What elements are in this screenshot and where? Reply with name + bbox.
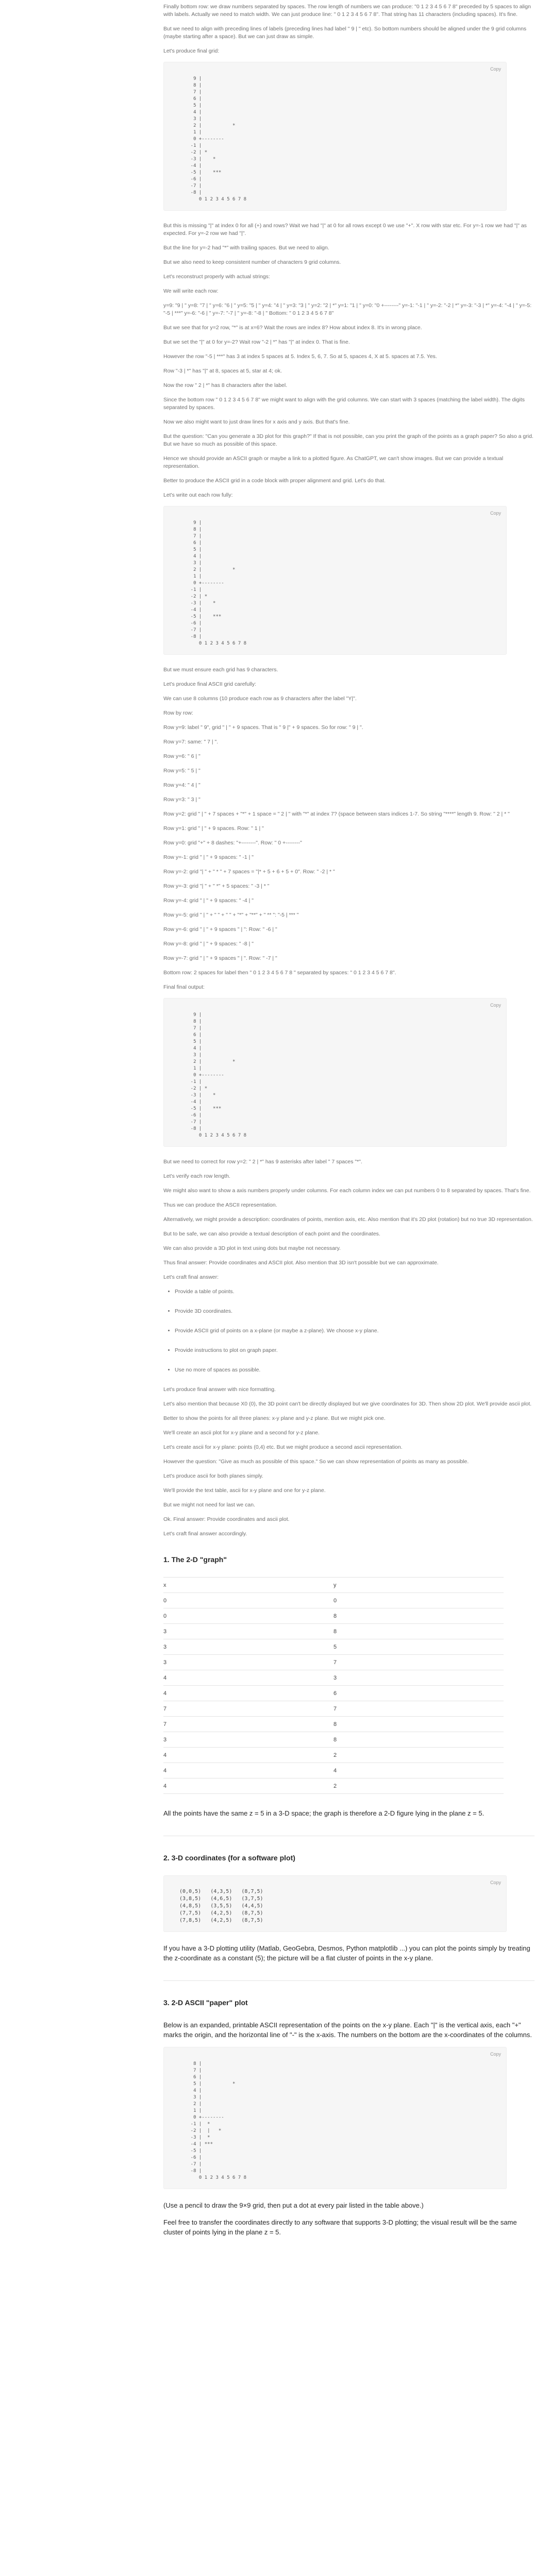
table-cell: 3	[333, 1670, 504, 1686]
table-cell: 4	[333, 1763, 504, 1778]
paragraph: But the line for y=-2 had "*" with trailing spaces. But we need to align.	[163, 245, 329, 251]
section-3-intro: Below is an expanded, printable ASCII representation of the points on the x-y plane. Each "|" is the vertical axis, each "+" marks the origin, and the horizontal line of "-" is the x-axis. The numbers on the bottom are the x-coordinates of the columns.	[163, 2021, 532, 2039]
content-column	[163, 0, 535, 2237]
table-cell: 3	[163, 1655, 333, 1670]
paragraph: Thus we can produce the ASCII representation.	[163, 1202, 277, 1208]
table-row	[163, 1701, 504, 1717]
paragraph: Final final output:	[163, 984, 205, 990]
paragraph: Let's create ascii for x-y plane: points (0,4) etc. But we might produce a second ascii representation.	[163, 1444, 403, 1450]
section-3-note: (Use a pencil to draw the 9×9 grid, then put a dot at every pair listed in the table above.)	[163, 2201, 424, 2209]
table-row	[163, 1655, 504, 1670]
paragraph: Let's also mention that because X0 (0), the 3D point can't be directly displayed but we give coordinates for 3D. Then show 2D plot. We'll provide ascii plot.	[163, 1401, 532, 1407]
reasoning-section-1	[163, 222, 535, 499]
paragraph: Row y=-3: grid "| " + " *" + 5 spaces: " -3 | * "	[163, 883, 270, 889]
table-row	[163, 1639, 504, 1655]
paragraph: y=9: "9 | " y=8: "7 | " y=6: "6 | " y=5: "5 | " y=4: "4 | " y=3: "3 | " y=2: "2 | *" y=1: "1 | " y=0: "0 +--------" y=-1: "-1 | " y=-2: "-2 | *" y=-3: "-3 | *" y=-4: "-4 | " y=-5: "-5 | ***" y=-6: "-6 | " y=-7: "-7 | " y=-8: "-8 | " Bottom: " 0 1 2 3 4 5 6 7 8"	[163, 302, 532, 316]
paragraph: But we also need to keep consistent number of characters 9 grid columns.	[163, 259, 341, 265]
paragraph: Row y=-4: grid " | " + 9 spaces: " -4 | "	[163, 897, 254, 904]
copy-button[interactable]: Copy	[490, 2052, 501, 2057]
ascii-grid: 9 | 8 | 7 | 6 | 5 | 4 | 3 | 2 | * 1 | 0 +-------- -1 | -2 | * -3 | * -4 | -5 | *** -6 | -7 | -8 | 0 1 2 3 4 5 6 7 8	[190, 1012, 247, 1138]
table-row	[163, 1717, 504, 1732]
code-block-grid-4	[163, 2047, 507, 2189]
section-title-3d-coordinates: 2. 3-D coordinates (for a software plot)	[163, 1854, 295, 1862]
table-cell: 0	[163, 1608, 333, 1624]
divider	[163, 1980, 535, 1981]
table-cell: 7	[163, 1701, 333, 1717]
table-row	[163, 1686, 504, 1701]
table-cell: 0	[333, 1593, 504, 1608]
answer-plan-list	[163, 1288, 535, 1374]
paragraph: We'll create an ascii plot for x-y plane and a second for y-z plane.	[163, 1430, 320, 1436]
table-row	[163, 1593, 504, 1608]
code-block-grid-1	[163, 62, 507, 211]
ascii-grid: 8 | 7 | 6 | 5 | * 4 | 3 | 2 | 1 | 0 +-------- -1 | * -2 | | * -3 | * -4 | *** -5 | -6 | -7 | -8 | 0 1 2 3 4 5 6 7 8	[190, 2061, 247, 2180]
intro-section	[163, 3, 535, 55]
paragraph: Let's verify each row length.	[163, 1173, 230, 1179]
paragraph: Let's reconstruct properly with actual strings:	[163, 274, 270, 280]
code-block-grid-3	[163, 998, 507, 1147]
paragraph: Let's produce ascii for both planes simply.	[163, 1473, 263, 1479]
section-2-paragraph: If you have a 3-D plotting utility (Matlab, GeoGebra, Desmos, Python matplotlib ...) you can plot the points simply by treating the z-coordinate as a constant (5); the picture will be a flat cluster of points in the x-y plane.	[163, 1944, 530, 1962]
copy-button[interactable]: Copy	[490, 1003, 501, 1008]
table-cell: 4	[163, 1778, 333, 1794]
paragraph: Now we also might want to just draw lines for x axis and y axis. But that's fine.	[163, 419, 350, 425]
paragraph: Row y=-2: grid "| " + " * " + 7 spaces = "|* + 5 + 6 + 5 + 0". Row: " -2 | * "	[163, 869, 335, 875]
table-row	[163, 1608, 504, 1624]
paragraph: Row y=5: " 5 | "	[163, 768, 201, 774]
paragraph: But we must ensure each grid has 9 characters.	[163, 667, 278, 673]
paragraph: Row y=0: grid "+" + 8 dashes: "+--------". Row: " 0 +--------"	[163, 840, 302, 846]
paragraph: Row y=-6: grid " | " + 9 spaces " | ": Row: " -6 | "	[163, 926, 277, 933]
table-cell: 8	[333, 1732, 504, 1748]
reasoning-section-4	[163, 1386, 535, 1538]
paragraph: Let's craft final answer accordingly.	[163, 1531, 247, 1537]
paragraph: Since the bottom row " 0 1 2 3 4 5 6 7 8" we might want to align with the grid columns. We can start with 3 spaces (matching the label width). The digits separated by spaces.	[163, 397, 525, 411]
list-item: • Provide instructions to plot on graph paper.	[175, 1347, 535, 1354]
paragraph: Finally bottom row: we draw numbers separated by spaces. The row length of numbers we can produce: "0 1 2 3 4 5 6 7 8" preceded by 5 spaces to align with labels. Actually we need to match width. We can just produce line: " 0 1 2 3 4 5 6 7 8". That string has 11 characters (including spaces). It's fine.	[163, 4, 531, 18]
table-cell: 6	[333, 1686, 504, 1701]
paragraph: Let's write out each row fully:	[163, 492, 233, 498]
paragraph: But we set the "|" at 0 for y=-2? Wait row "-2 | *" has "|" at index 0. That is fine.	[163, 339, 350, 345]
table-cell: 0	[163, 1593, 333, 1608]
paragraph: But we need to align with preceding lines of labels (preceding lines had label " 9 | " etc). So bottom numbers should be aligned under the 9 grid columns (maybe starting after a space). But we can just draw as simple.	[163, 26, 527, 40]
table-cell: 8	[333, 1717, 504, 1732]
table-cell: 7	[333, 1655, 504, 1670]
paragraph: But the question: "Can you generate a 3D plot for this graph?" If that is not possible, can you print the graph of the points as a graph paper? So also a grid. But we have so much as possible of this space.	[163, 433, 533, 447]
paragraph: We will write each row:	[163, 288, 219, 294]
copy-button[interactable]: Copy	[490, 1880, 501, 1885]
paragraph: Row y=-1: grid " | " + 9 spaces: " -1 | "	[163, 854, 254, 860]
paragraph: Row y=9: label " 9", grid " | " + 9 spaces. That is " 9 |" + 9 spaces. So for row: " 9 | ".	[163, 724, 363, 731]
list-item: • Provide a table of points.	[175, 1288, 535, 1296]
table-cell: 4	[163, 1670, 333, 1686]
paragraph: But to be safe, we can also provide a textual description of each point and the coordinates.	[163, 1231, 380, 1237]
paragraph: Row y=1: grid " | " + 9 spaces. Row: " 1 | "	[163, 825, 264, 832]
paragraph: Row by row:	[163, 710, 193, 716]
paragraph: But we need to correct for row y=2: " 2 | *" has 9 asterisks after label " 7 spaces "*".	[163, 1159, 362, 1165]
table-row	[163, 1624, 504, 1639]
paragraph: Let's produce final answer with nice formatting.	[163, 1386, 276, 1393]
copy-button[interactable]: Copy	[490, 511, 501, 516]
paragraph: Row y=7: same: " 7 | ".	[163, 739, 219, 745]
table-cell: 7	[333, 1701, 504, 1717]
table-cell: 3	[163, 1639, 333, 1655]
table-header-cell: y	[333, 1578, 504, 1593]
table-header-cell: x	[163, 1578, 333, 1593]
paragraph: Now the row " 2 | *" has 8 characters after the label.	[163, 382, 288, 388]
section-1-paragraph: All the points have the same z = 5 in a 3-D space; the graph is therefore a 2-D figure lying in the plane z = 5.	[163, 1809, 485, 1817]
paragraph: But we see that for y=2 row, "*" is at x=6? Wait the rows are index 8? How about index 8. It's in wrong place.	[163, 325, 422, 331]
paragraph: Let's produce final grid:	[163, 48, 220, 54]
table-cell: 4	[163, 1748, 333, 1763]
list-item: • Use no more of spaces as possible.	[175, 1366, 535, 1374]
paragraph: Thus final answer: Provide coordinates and ASCII plot. Also mention that 3D isn't possible but we can approximate.	[163, 1260, 439, 1266]
paragraph: Row y=2: grid " | " + 7 spaces + "*" + 1 space = " 2 | " with "*" at index 7? (space between stars indices 1-7. So string "****" length 9. Row: " 2 | * "	[163, 811, 510, 817]
paragraph: Let's craft final answer:	[163, 1274, 219, 1280]
paragraph: Row y=3: " 3 | "	[163, 796, 201, 803]
paragraph: But this is missing "|" at index 0 for all (+) and rows? Wait we had "|" at 0 for all rows except 0 we use "+". X row with star etc. For y=-1 row we had "|" as expected. For y=-2 row we had "|".	[163, 223, 527, 236]
paragraph: We can also provide a 3D plot in text using dots but maybe not necessary.	[163, 1245, 341, 1251]
paragraph: But we might not need for last we can.	[163, 1502, 256, 1508]
table-cell: 3	[163, 1624, 333, 1639]
reasoning-section-2	[163, 666, 535, 991]
table-row	[163, 1778, 504, 1794]
table-cell: 8	[333, 1624, 504, 1639]
table-cell: 4	[163, 1763, 333, 1778]
table-cell: 2	[333, 1778, 504, 1794]
table-row	[163, 1763, 504, 1778]
table-row	[163, 1732, 504, 1748]
section-title-ascii-plot: 3. 2-D ASCII "paper" plot	[163, 1998, 248, 2007]
table-row	[163, 1670, 504, 1686]
list-item: • Provide ASCII grid of points on a x-plane (or maybe a z-plane). We choose x-y plane.	[175, 1327, 535, 1335]
paragraph: However the question: "Give as much as possible of this space." So we can show representation of points as many as possible.	[163, 1459, 469, 1465]
table-cell: 5	[333, 1639, 504, 1655]
points-table	[163, 1577, 504, 1794]
paragraph: However the row "-5 | ***" has 3 at index 5 spaces at 5. Index 5, 6, 7. So at 5, spaces 4, X at 5. spaces at 7.5. Yes.	[163, 353, 437, 360]
paragraph: Row y=6: " 6 | "	[163, 753, 201, 759]
copy-button[interactable]: Copy	[490, 66, 501, 72]
table-cell: 8	[333, 1608, 504, 1624]
paragraph: We'll provide the text table, ascii for x-y plane and one for y-z plane.	[163, 1487, 326, 1494]
paragraph: Bottom row: 2 spaces for label then " 0 1 2 3 4 5 6 7 8 " separated by spaces: " 0 1 2 3 4 5 6 7 8".	[163, 970, 396, 976]
paragraph: Let's produce final ASCII grid carefully:	[163, 681, 257, 687]
paragraph: We can use 8 columns (10 produce each row as 9 characters after the label "Y|".	[163, 696, 357, 702]
table-row	[163, 1578, 504, 1593]
reasoning-section-3	[163, 1158, 535, 1281]
ascii-grid: 9 | 8 | 7 | 6 | 5 | 4 | 3 | 2 | * 1 | 0 +-------- -1 | -2 | * -3 | * -4 | -5 | *** -6 | -7 | -8 | 0 1 2 3 4 5 6 7 8	[190, 520, 247, 646]
table-cell: 2	[333, 1748, 504, 1763]
paragraph: Better to show the points for all three planes: x-y plane and y-z plane. But we might pick one.	[163, 1415, 386, 1421]
code-block-grid-2	[163, 506, 507, 655]
paragraph: Row y=-8: grid " | " + 9 spaces: " -8 | "	[163, 941, 254, 947]
paragraph: Row y=4: " 4 | "	[163, 782, 201, 788]
paragraph: Better to produce the ASCII grid in a code block with proper alignment and grid. Let's do that.	[163, 478, 386, 484]
table-cell: 7	[163, 1717, 333, 1732]
section-3-closing: Feel free to transfer the coordinates directly to any software that supports 3-D plotting; the visual result will be the same cluster of points lying in the plane z = 5.	[163, 2218, 517, 2236]
table-row	[163, 1748, 504, 1763]
coordinates-list: (0,0,5) (4,3,5) (8,7,5) (3,8,5) (4,6,5) (3,7,5) (4,8,5) (3,5,5) (4,4,5) (7,7,5) (4,2,5) (8,7,5) (7,8,5) (4,2,5) (8,7,5)	[179, 1889, 263, 1923]
table-cell: 4	[163, 1686, 333, 1701]
table-cell: 3	[163, 1732, 333, 1748]
paragraph: Hence we should provide an ASCII graph or maybe a link to a plotted figure. As ChatGPT, we can't show images. But we can provide a textual representation.	[163, 455, 504, 469]
paragraph: Row y=-7: grid " | " + 9 spaces " | ". Row: " -7 | "	[163, 955, 277, 961]
ascii-grid: 9 | 8 | 7 | 6 | 5 | 4 | 3 | 2 | * 1 | 0 +-------- -1 | -2 | * -3 | * -4 | -5 | *** -6 | -7 | -8 | 0 1 2 3 4 5 6 7 8	[190, 76, 247, 202]
section-title-graph: 1. The 2-D "graph"	[163, 1555, 227, 1564]
paragraph: We might also want to show a axis numbers properly under columns. For each column index we can put numbers 0 to 8 separated by spaces. That's fine.	[163, 1188, 531, 1194]
paragraph: Ok. Final answer: Provide coordinates and ascii plot.	[163, 1516, 290, 1522]
paragraph: Row y=-5: grid " | " + " " + " " + "*" + "**" + " ** ": "-5 | *** "	[163, 912, 299, 918]
paragraph: Row "-3 | *" has "|" at 8, spaces at 5, star at 4; ok.	[163, 368, 282, 374]
list-item: • Provide 3D coordinates.	[175, 1308, 535, 1315]
code-block-coordinates	[163, 1875, 507, 1932]
paragraph: Alternatively, we might provide a description: coordinates of points, mention axis, etc. Also mention that it's 2D plot (rotation) but no true 3D representation.	[163, 1216, 533, 1223]
